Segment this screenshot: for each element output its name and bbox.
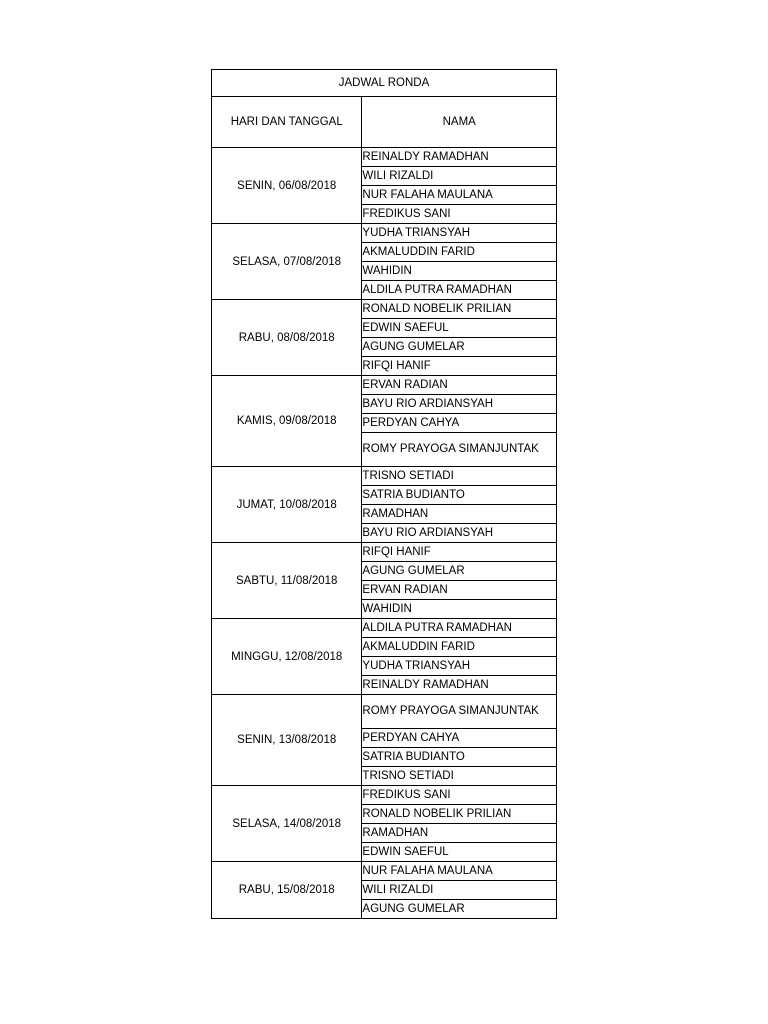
table-title: JADWAL RONDA — [212, 70, 557, 97]
day-date-cell: SELASA, 14/08/2018 — [212, 786, 362, 862]
name-cell: TRISNO SETIADI — [362, 467, 557, 486]
name-cell: RAMADHAN — [362, 824, 557, 843]
table-row — [212, 148, 557, 167]
name-cell: AGUNG GUMELAR — [362, 900, 557, 919]
table-row — [212, 695, 557, 729]
name-cell: ERVAN RADIAN — [362, 581, 557, 600]
name-cell: PERDYAN CAHYA — [362, 729, 557, 748]
name-cell: FREDIKUS SANI — [362, 786, 557, 805]
name-cell: YUDHA TRIANSYAH — [362, 224, 557, 243]
name-cell: REINALDY RAMADHAN — [362, 676, 557, 695]
name-cell: ROMY PRAYOGA SIMANJUNTAK — [362, 695, 557, 729]
name-cell: BAYU RIO ARDIANSYAH — [362, 395, 557, 414]
day-date-cell: KAMIS, 09/08/2018 — [212, 376, 362, 467]
name-cell: AKMALUDDIN FARID — [362, 638, 557, 657]
day-date-cell: SABTU, 11/08/2018 — [212, 543, 362, 619]
column-header-names: NAMA — [362, 97, 557, 148]
table-row — [212, 300, 557, 319]
name-cell: WAHIDIN — [362, 600, 557, 619]
name-cell: AGUNG GUMELAR — [362, 338, 557, 357]
name-cell: WAHIDIN — [362, 262, 557, 281]
title-row — [212, 70, 557, 97]
name-cell: SATRIA BUDIANTO — [362, 486, 557, 505]
name-cell: TRISNO SETIADI — [362, 767, 557, 786]
table-row — [212, 543, 557, 562]
name-cell: RONALD NOBELIK PRILIAN — [362, 805, 557, 824]
table-row — [212, 862, 557, 881]
table-row — [212, 376, 557, 395]
name-cell: EDWIN SAEFUL — [362, 843, 557, 862]
day-date-cell: RABU, 15/08/2018 — [212, 862, 362, 919]
name-cell: ROMY PRAYOGA SIMANJUNTAK — [362, 433, 557, 467]
name-cell: PERDYAN CAHYA — [362, 414, 557, 433]
name-cell: ERVAN RADIAN — [362, 376, 557, 395]
name-cell: NUR FALAHA MAULANA — [362, 186, 557, 205]
day-date-cell: RABU, 08/08/2018 — [212, 300, 362, 376]
name-cell: WILI RIZALDI — [362, 881, 557, 900]
name-cell: RIFQI HANIF — [362, 543, 557, 562]
day-date-cell: SELASA, 07/08/2018 — [212, 224, 362, 300]
header-row — [212, 97, 557, 148]
table-row — [212, 619, 557, 638]
day-date-cell: SENIN, 13/08/2018 — [212, 695, 362, 786]
name-cell: ALDILA PUTRA RAMADHAN — [362, 619, 557, 638]
name-cell: SATRIA BUDIANTO — [362, 748, 557, 767]
table-row — [212, 786, 557, 805]
name-cell: RAMADHAN — [362, 505, 557, 524]
name-cell: BAYU RIO ARDIANSYAH — [362, 524, 557, 543]
day-date-cell: SENIN, 06/08/2018 — [212, 148, 362, 224]
name-cell: RIFQI HANIF — [362, 357, 557, 376]
name-cell: YUDHA TRIANSYAH — [362, 657, 557, 676]
name-cell: WILI RIZALDI — [362, 167, 557, 186]
name-cell: NUR FALAHA MAULANA — [362, 862, 557, 881]
schedule-body — [212, 148, 557, 919]
table-row — [212, 224, 557, 243]
schedule-table — [211, 69, 557, 919]
name-cell: ALDILA PUTRA RAMADHAN — [362, 281, 557, 300]
table-row — [212, 467, 557, 486]
name-cell: EDWIN SAEFUL — [362, 319, 557, 338]
name-cell: AKMALUDDIN FARID — [362, 243, 557, 262]
name-cell: REINALDY RAMADHAN — [362, 148, 557, 167]
day-date-cell: JUMAT, 10/08/2018 — [212, 467, 362, 543]
day-date-cell: MINGGU, 12/08/2018 — [212, 619, 362, 695]
name-cell: FREDIKUS SANI — [362, 205, 557, 224]
column-header-day: HARI DAN TANGGAL — [212, 97, 362, 148]
name-cell: AGUNG GUMELAR — [362, 562, 557, 581]
name-cell: RONALD NOBELIK PRILIAN — [362, 300, 557, 319]
